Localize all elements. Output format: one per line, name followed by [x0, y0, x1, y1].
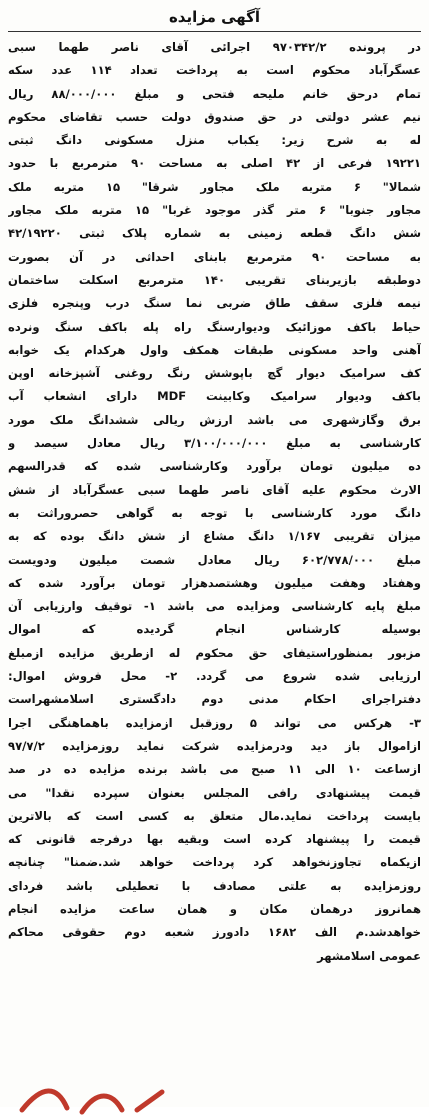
- notice-line: قیمت پیشنهادی رافی المجلس بعنوان سپرده نقدا" می: [8, 785, 421, 800]
- notice-line: نیم عشر دولتی در حق صندوق دولت حسب تقاضای محکوم: [8, 109, 421, 124]
- notice-title: آگهی مزایده: [168, 8, 261, 26]
- notice-line: دفتراجرای احکام مدنی دوم دادگستری اسلامشهراست: [8, 692, 421, 707]
- notice-line: نیمه فلزی سقف طاق ضربی نما سنگ درب وپنجره فلزی: [8, 296, 421, 311]
- notice-line: خواهدشد.م الف ۱۶۸۲ دادورز شعبه دوم حقوقی محاکم: [8, 925, 421, 940]
- notice-line: ازیکماه تجاوزنخواهد کرد پرداخت خواهد شد.ضمنا" چنانچه: [8, 855, 421, 870]
- notice-line: ۳- هرکس می تواند ۵ روزقبل ازمزایده باهماهنگی اجرا: [8, 715, 421, 730]
- notice-line: وهفتاد وهفت میلیون وهشتصدهزار تومان برآورد شده که: [8, 575, 421, 590]
- notice-line: الارث محکوم علیه آقای ناصر طهما سبی عسگرآباد از شش: [8, 482, 421, 497]
- notice-line: ازساعت ۱۰ الی ۱۱ صبح می باشد برنده مزایده ده در صد: [8, 762, 421, 777]
- notice-line: له به شرح زیر: یکباب منزل مسکونی دانگ ثبتی: [8, 133, 421, 148]
- notice-line: روزمزایده به علتی مصادف با تعطیلی باشد فردای: [8, 878, 421, 893]
- notice-line: بوسیله کارشناس انجام گردیده که اموال: [8, 622, 421, 637]
- notice-line: تمام درحق خانم ملیحه فتحی و مبلغ ۸۸/۰۰۰/۰۰۰ ریال: [8, 86, 421, 101]
- notice-line: آهنی واحد مسکونی طبقات همکف واول هرکدام یک خوابه: [8, 342, 421, 357]
- notice-line: برق وگازشهری می باشد ارزش ریالی ششدانگ ملک مورد: [8, 412, 421, 427]
- notice-body: [8, 36, 421, 1086]
- notice-line: ارزیابی شده شروع می گردد. ۲- محل فروش اموال:: [8, 669, 421, 684]
- notice-line: مبلغ ۶۰۲/۷۷۸/۰۰۰ ریال معادل شصت میلیون ودویست: [8, 552, 421, 567]
- title-divider: [8, 31, 421, 32]
- notice-line: حیاط باکف موزائیک ودیوارسنگ راه پله باکف سنگ ونرده: [8, 319, 421, 334]
- notice-line: کف سرامیک دیوار گچ باپوشش رنگ روغنی آشپزخانه اوپن: [8, 366, 421, 381]
- notice-line: دوطبقه بازیربنای تقریبی ۱۴۰ مترمربع اسکلت ساختمان: [8, 272, 421, 287]
- notice-line: عسگرآباد محکوم است به پرداخت تعداد ۱۱۴ عدد سکه: [8, 63, 421, 78]
- notice-line: در پرونده ۹۷۰۳۴۲/۲ اجرائی آقای ناصر طهما سبی: [8, 40, 421, 54]
- notice-line: قیمت را پیشنهاد کرده است وبقیه بها درفرجه قانونی که: [8, 832, 421, 847]
- red-handwritten-mark: [12, 1080, 212, 1120]
- notice-line: دانگ مورد کارشناسی با توجه به گواهی حصروراثت به: [8, 505, 421, 520]
- notice-line: به مساحت ۹۰ مترمربع بابنای احداثی در آن بصورت: [8, 249, 421, 264]
- notice-line: مزبور بمنظوراستیفای حق محکوم له ازطریق مزایده ازمبلغ: [8, 645, 421, 660]
- notice-line: بایست پرداخت نماید.مال متعلق به کسی است که بالاترین: [8, 808, 421, 823]
- notice-line: باکف ودیوار سرامیک وکابینت MDF دارای انشعاب آب: [8, 389, 421, 404]
- notice-line: ده میلیون تومان برآورد وکارشناسی شده که قدرالسهم: [8, 459, 421, 474]
- notice-line: شمالا" ۶ متربه ملک مجاور شرقا" ۱۵ متربه ملک: [8, 179, 421, 194]
- notice-line: ۱۹۲۲۱ فرعی از ۴۲ اصلی به مساحت ۹۰ مترمربع با حدود: [8, 156, 421, 171]
- notice-line: همانروز درهمان مکان و همان ساعت مزایده انجام: [8, 901, 421, 916]
- notice-line: عمومی اسلامشهر: [317, 948, 421, 963]
- notice-line: مجاور جنوبا" ۶ متر گذر موجود غربا" ۱۵ متربه ملک مجاور: [8, 203, 421, 218]
- notice-line: شش دانگ قطعه زمینی به شماره پلاک ثبتی ۴۲/۱۹۲۲۰: [8, 226, 421, 241]
- notice-line: مبلغ پایه کارشناسی ومزایده می باشد ۱- توقیف وارزیابی آن: [8, 599, 421, 614]
- notice-line: ازاموال باز دید ودرمزایده شرکت نماید روزمزایده ۹۷/۷/۲: [8, 738, 421, 753]
- notice-line: میزان تقریبی ۱/۱۶۷ دانگ مشاع از شش دانگ بوده که به: [8, 529, 421, 544]
- notice-line: کارشناسی به مبلغ ۳/۱۰۰/۰۰۰/۰۰۰ ریال معادل سیصد و: [8, 436, 421, 451]
